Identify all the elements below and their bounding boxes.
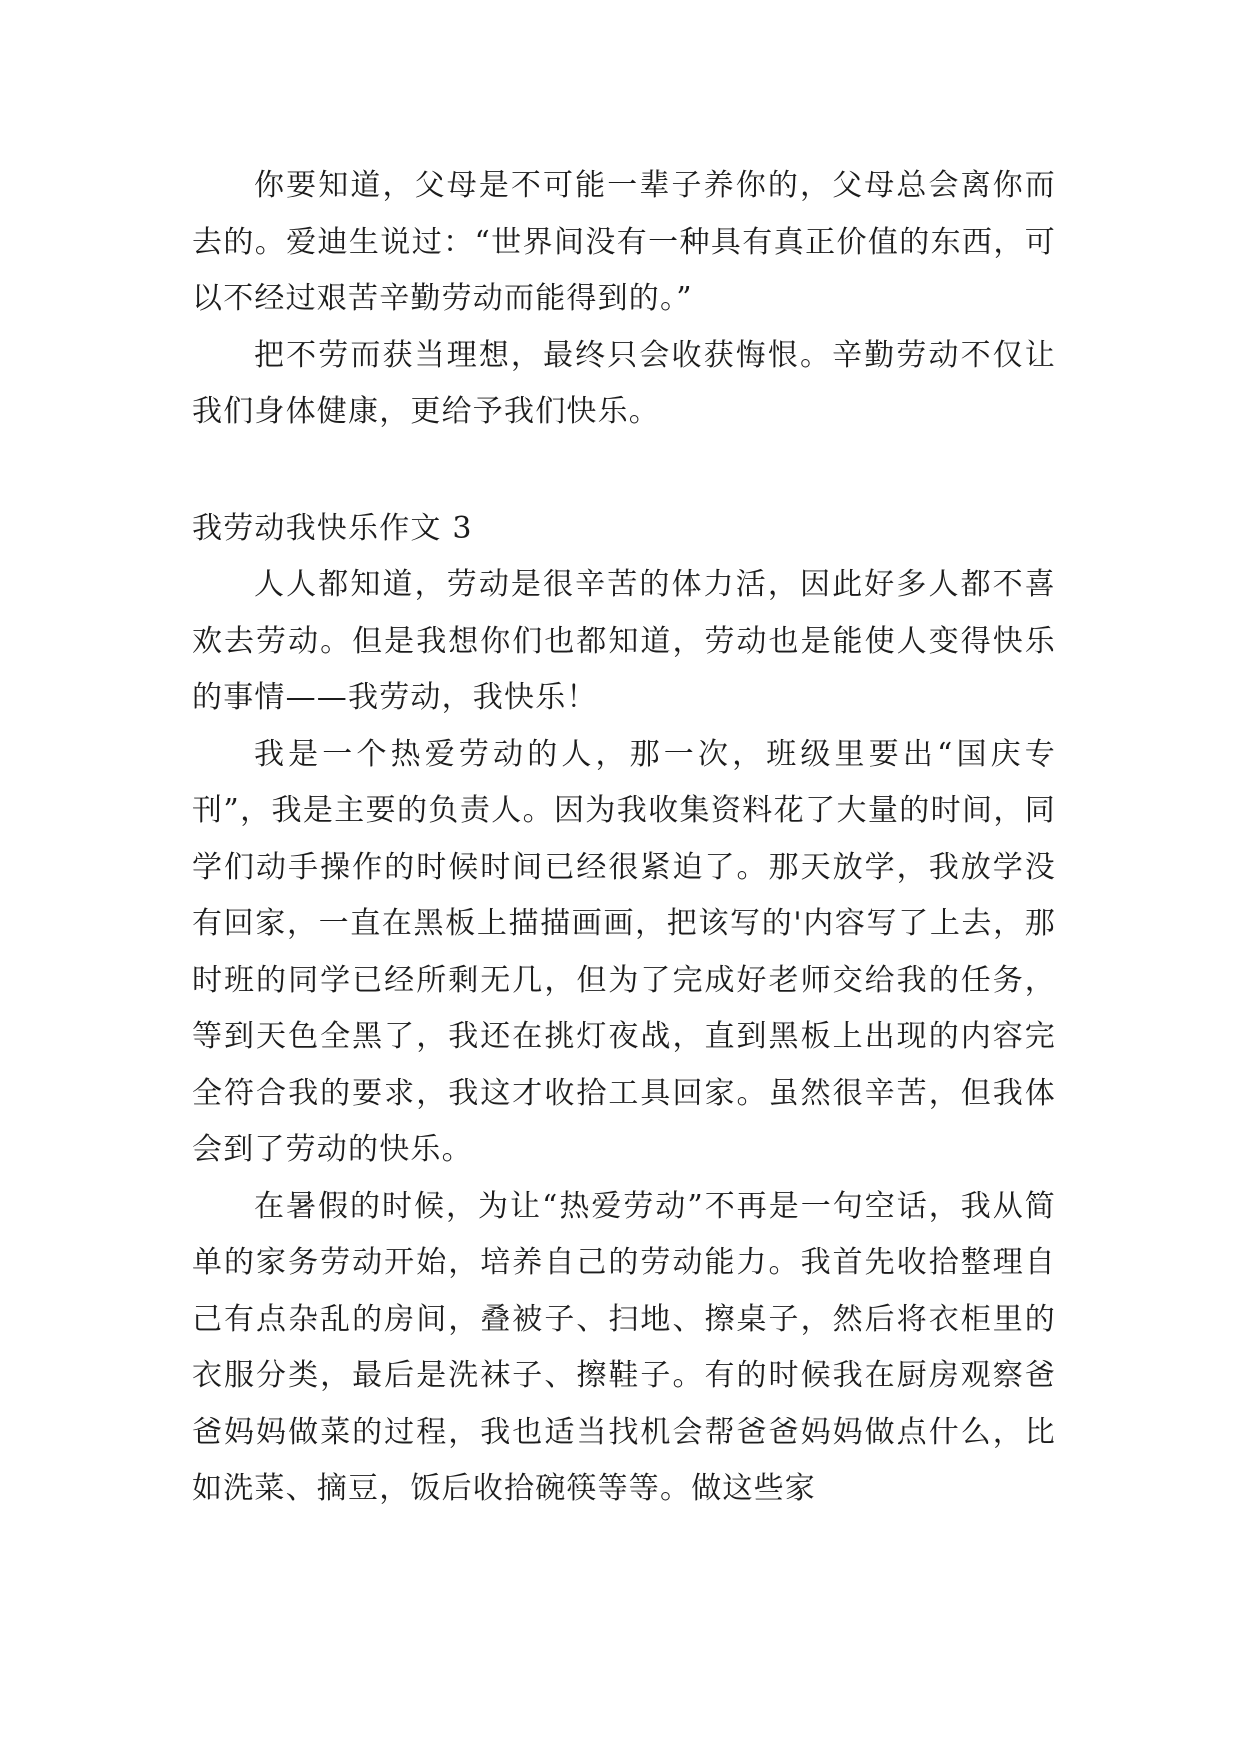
paragraph: 在暑假的时候，为让“热爱劳动”不再是一句空话，我从简单的家务劳动开始，培养自己的劳动能力。我首先收拾整理自己有点杂乱的房间，叠被子、扫地、擦桌子，然后将衣柜里的衣服分类，最后是洗袜子、擦鞋子。有的时候我在厨房观察爸爸妈妈做菜的过程，我也适当找机会帮爸爸妈妈做点什么，比如洗菜、摘豆，饭后收拾碗筷等等。做这些家 (192, 1188, 1056, 1506)
paragraph: 你要知道，父母是不可能一辈子养你的，父母总会离你而去的。爱迪生说过：“世界间没有一种具有真正价值的东西，可以不经过艰苦辛勤劳动而能得到的。” (192, 168, 1056, 316)
paragraph: 人人都知道，劳动是很辛苦的体力活，因此好多人都不喜欢去劳动。但是我想你们也都知道，劳动也是能使人变得快乐的事情——我劳动，我快乐！ (192, 567, 1056, 715)
document-body (192, 158, 1056, 1518)
paragraph: 把不劳而获当理想，最终只会收获悔恨。辛勤劳动不仅让我们身体健康，更给予我们快乐。 (192, 337, 1056, 429)
section-title: 我劳动我快乐作文 3 (192, 510, 473, 546)
paragraph: 我是一个热爱劳动的人，那一次，班级里要出“国庆专刊”，我是主要的负责人。因为我收集资料花了大量的时间，同学们动手操作的时候时间已经很紧迫了。那天放学，我放学没有回家，一直在黑板上描描画画，把该写的'内容写了上去，那时班的同学已经所剩无几，但为了完成好老师交给我的任务，等到天色全黑了，我还在挑灯夜战，直到黑板上出现的内容完全符合我的要求，我这才收拾工具回家。虽然很辛苦，但我体会到了劳动的快乐。 (192, 736, 1056, 1167)
